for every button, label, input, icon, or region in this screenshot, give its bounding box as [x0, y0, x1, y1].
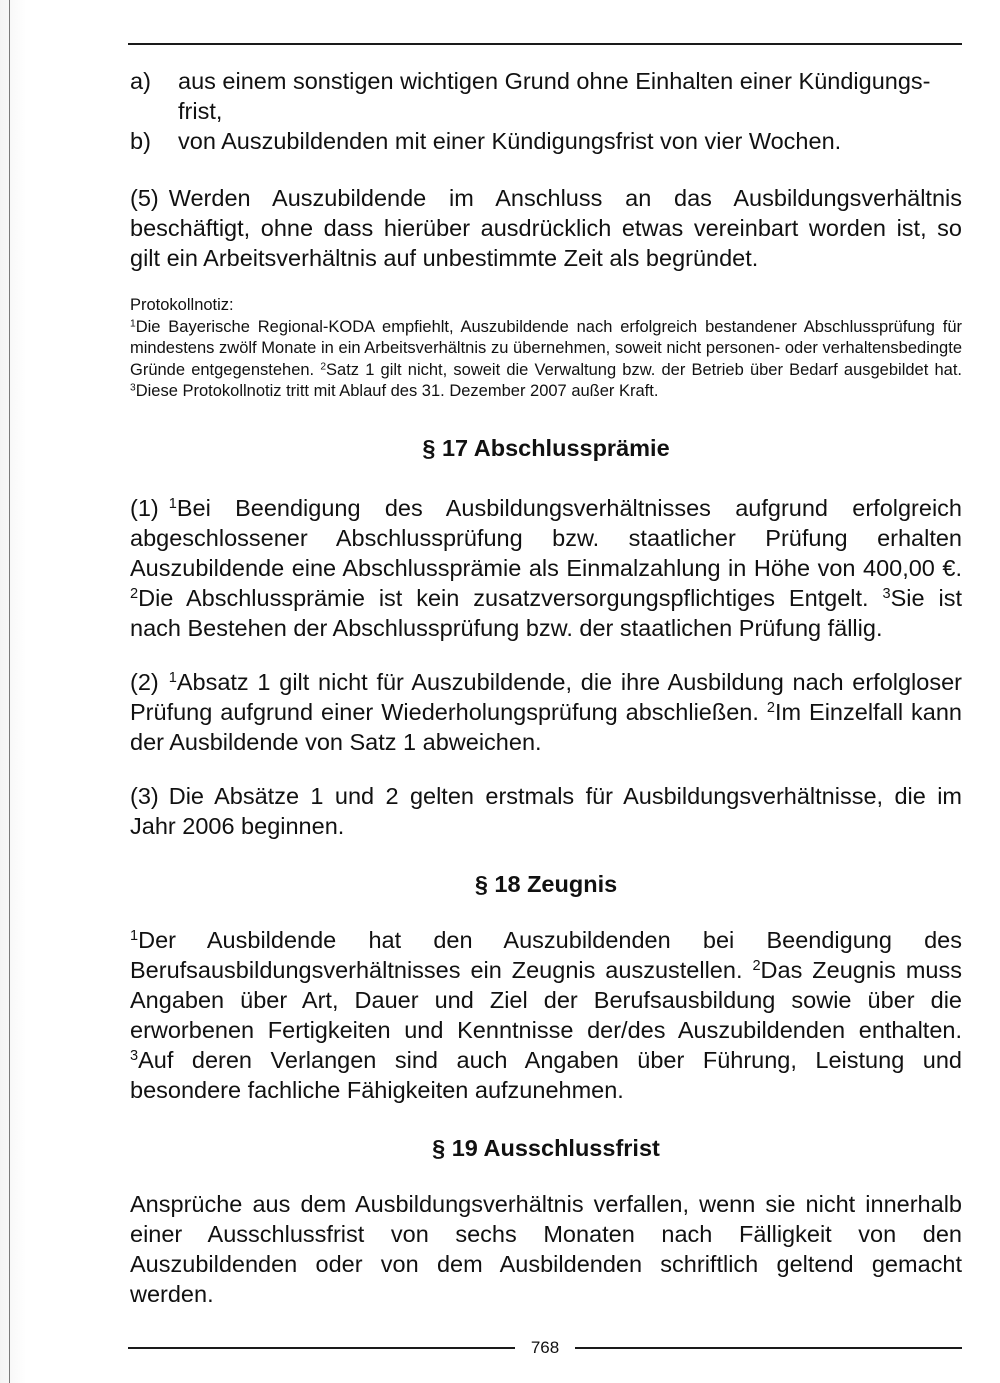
- termination-list: [130, 66, 962, 156]
- sentence: Im Einzelfall kann der Ausbildende von Satz 1 abweichen.: [130, 698, 963, 755]
- sentence: Der Ausbildende hat den Auszubildenden bei Beendigung des Berufsausbildungsverhältnisses ein Zeugnis auszustellen.: [130, 926, 962, 983]
- section-17-paragraph-3: [130, 781, 962, 841]
- sentence: Bei Beendigung des Ausbildungsverhältnisses aufgrund erfolgreich abgeschlossener Abschlussprüfung bzw. staatlicher Prüfung erhalten Auszubildende eine Abschlussprämie als Einmalzahlung in Höhe von 400,00 €.: [130, 494, 962, 581]
- protokollnotiz-title: Protokollnotiz:: [130, 296, 234, 314]
- sentence: Satz 1 gilt nicht, soweit die Verwaltung bzw. der Betrieb über Bedarf ausgebildet hat.: [326, 360, 962, 379]
- list-marker: b): [130, 128, 151, 154]
- sentence-number: 2: [320, 361, 327, 373]
- section-18-heading: § 18 Zeugnis: [474, 870, 618, 897]
- paragraph-text: Werden Auszubildende im Anschluss an das Ausbildungsverhältnis beschäftigt, ohne dass hierüber ausdrücklich etwas vereinbart worden ist, so gilt ein Arbeitsverhältnis auf unbestimmte Zeit als begründet.: [130, 185, 962, 271]
- paragraph-number: (5): [130, 185, 159, 211]
- sentence-number: 2: [766, 699, 775, 716]
- sentence-number: 3: [130, 382, 136, 394]
- header-rule: [128, 43, 962, 45]
- paragraph-number: (3): [130, 782, 159, 809]
- paragraph-number: (1): [130, 494, 159, 521]
- section-17-paragraph-2: [130, 667, 962, 757]
- section-18-paragraph: [130, 925, 962, 1105]
- list-item-text: von Auszubildenden mit einer Kündigungsfrist von vier Wochen.: [178, 128, 842, 154]
- sentence: Absatz 1 gilt nicht für Auszubildende, die ihre Ausbildung nach erfolgloser Prüfung aufgrund einer Wiederholungsprüfung abschließen.: [130, 668, 962, 725]
- page-footer: [128, 1335, 962, 1361]
- section-17-paragraph-1: [130, 493, 962, 643]
- sentence-number: 1: [168, 669, 177, 686]
- sentence: Auf deren Verlangen sind auch Angaben über Führung, Leistung und besondere fachliche Fähigkeiten aufzunehmen.: [130, 1046, 962, 1103]
- sentence-number: 3: [130, 1047, 139, 1064]
- section-19-paragraph: Ansprüche aus dem Ausbildungsverhältnis verfallen, wenn sie nicht innerhalb einer Ausschlussfrist von sechs Monaten nach Fälligkeit von den Auszubildenden oder von dem Ausbildenden schriftlich geltend gemacht werden.: [130, 1190, 962, 1307]
- page-content: [130, 66, 962, 1309]
- paragraph-text: Die Absätze 1 und 2 gelten erstmals für Ausbildungsverhältnisse, die im Jahr 2006 beginnen.: [130, 782, 962, 839]
- sentence: Die Abschlussprämie ist kein zusatzversorgungspflichtiges Entgelt.: [138, 584, 869, 611]
- footer-rule-left: [128, 1347, 515, 1349]
- sentence-number: 1: [130, 317, 136, 329]
- list-item-text: aus einem sonstigen wichtigen Grund ohne Einhalten einer Kündigungs-frist,: [178, 68, 931, 124]
- scan-edge-line: [9, 0, 10, 1383]
- footer-rule-right: [575, 1347, 962, 1349]
- list-marker: a): [130, 68, 151, 94]
- sentence-number: 3: [882, 585, 891, 602]
- sentence: Das Zeugnis muss Angaben über Art, Dauer und Ziel der Berufsausbildung sowie über die erworbenen Fertigkeiten und Kenntnisse der/des Auszubildenden enthalten.: [130, 956, 962, 1043]
- sentence-number: 1: [168, 495, 177, 512]
- list-item: [130, 126, 962, 156]
- scan-edge: [0, 0, 26, 1383]
- sentence: Die Bayerische Regional-KODA empfiehlt, Auszubildende nach erfolgreich bestandener Abschlussprüfung für mindestens zwölf Monate in ein Arbeitsverhältnis zu übernehmen, soweit nicht personen- oder verhaltensbedingte Gründe entgegenstehen.: [130, 317, 962, 379]
- sentence-number: 2: [130, 585, 139, 602]
- section-17-heading: § 17 Abschlussprämie: [422, 434, 670, 461]
- section-19-heading: § 19 Ausschlussfrist: [432, 1134, 660, 1161]
- page-number: 768: [530, 1338, 560, 1357]
- list-item: [130, 66, 962, 126]
- sentence: Diese Protokollnotiz tritt mit Ablauf des 31. Dezember 2007 außer Kraft.: [135, 382, 659, 401]
- paragraph-5: [130, 183, 962, 273]
- sentence-number: 2: [752, 957, 761, 974]
- sentence-number: 1: [130, 927, 139, 944]
- sentence: Sie ist nach Bestehen der Abschlussprüfung bzw. der staatlichen Prüfung fällig.: [130, 584, 962, 641]
- protokollnotiz-text: [130, 317, 962, 403]
- paragraph-number: (2): [130, 668, 159, 695]
- protokollnotiz: [130, 295, 962, 403]
